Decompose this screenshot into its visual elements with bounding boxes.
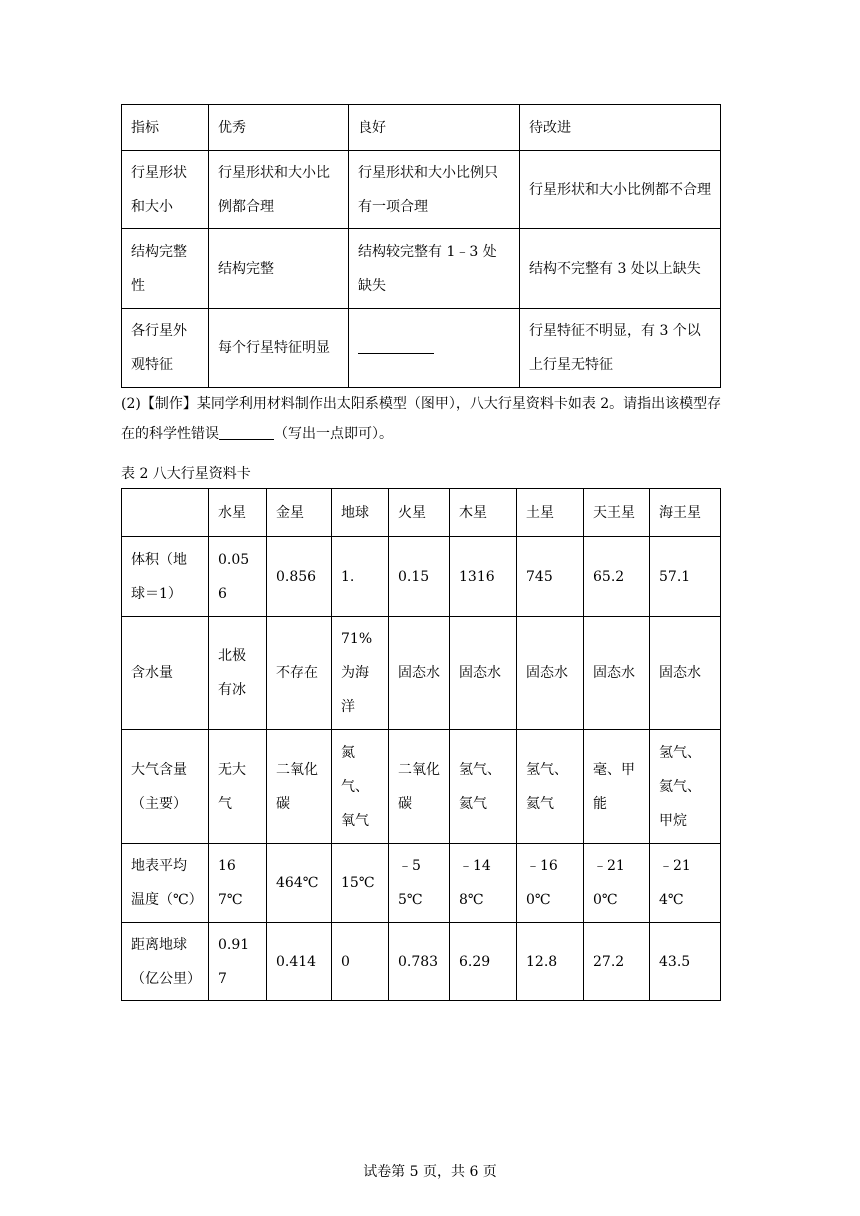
table-cell: 结构较完整有 1﹣3 处缺失 bbox=[349, 229, 520, 309]
table-cell: 北极有冰 bbox=[209, 617, 267, 730]
table-cell: 行星形状和大小比例只有一项合理 bbox=[349, 151, 520, 229]
table-cell: 15℃ bbox=[332, 844, 389, 923]
table-cell: 0.056 bbox=[209, 537, 267, 617]
table-row bbox=[122, 151, 721, 229]
header-cell: 地球 bbox=[332, 489, 389, 537]
page-footer: 试卷第 5 页，共 6 页 bbox=[363, 1164, 497, 1180]
table-cell: ﹣214℃ bbox=[650, 844, 721, 923]
table-cell: 167℃ bbox=[209, 844, 267, 923]
header-cell: 良好 bbox=[349, 105, 520, 151]
table-cell: ﹣148℃ bbox=[450, 844, 517, 923]
table-cell: 0.783 bbox=[389, 923, 450, 1001]
table-cell: 氢气、氦气、甲烷 bbox=[650, 730, 721, 844]
table-cell: 固态水 bbox=[650, 617, 721, 730]
question-text bbox=[121, 389, 731, 449]
table-cell: 71%为海洋 bbox=[332, 617, 389, 730]
header-cell bbox=[122, 489, 209, 537]
header-cell: 水星 bbox=[209, 489, 267, 537]
header-cell: 火星 bbox=[389, 489, 450, 537]
table-cell: 固态水 bbox=[584, 617, 650, 730]
table-cell: 0 bbox=[332, 923, 389, 1001]
table-cell: 体积（地球＝1） bbox=[122, 537, 209, 617]
table-cell: 结构完整性 bbox=[122, 229, 209, 309]
question-prefix: (2)【制作】某同学利用材料制作出太阳系模型（图甲），八大行星资料卡如表 2。请指出该模型存在的科学性错误 bbox=[121, 396, 722, 442]
table-cell: 无大气 bbox=[209, 730, 267, 844]
table-cell: 行星特征不明显，有 3 个以上行星无特征 bbox=[520, 309, 721, 388]
table-cell: 地表平均温度（℃） bbox=[122, 844, 209, 923]
table-cell: 二氧化碳 bbox=[389, 730, 450, 844]
table-header-row bbox=[122, 105, 721, 151]
table-row bbox=[122, 923, 721, 1001]
table-cell: 每个行星特征明显 bbox=[209, 309, 349, 388]
header-cell: 天王星 bbox=[584, 489, 650, 537]
table-cell: 行星形状和大小比例都合理 bbox=[209, 151, 349, 229]
table-cell: 各行星外观特征 bbox=[122, 309, 209, 388]
table-cell: 固态水 bbox=[389, 617, 450, 730]
table-header-row bbox=[122, 489, 721, 537]
evaluation-table bbox=[121, 104, 721, 388]
table-row bbox=[122, 730, 721, 844]
table-cell: 0.917 bbox=[209, 923, 267, 1001]
answer-blank bbox=[358, 339, 434, 354]
table-row bbox=[122, 844, 721, 923]
table-cell: ﹣210℃ bbox=[584, 844, 650, 923]
table-cell: 固态水 bbox=[517, 617, 584, 730]
table-cell: 65.2 bbox=[584, 537, 650, 617]
table-cell: 1. bbox=[332, 537, 389, 617]
header-cell: 海王星 bbox=[650, 489, 721, 537]
header-cell: 优秀 bbox=[209, 105, 349, 151]
table-cell: 结构不完整有 3 处以上缺失 bbox=[520, 229, 721, 309]
table-cell: 0.414 bbox=[267, 923, 332, 1001]
table-cell: ﹣160℃ bbox=[517, 844, 584, 923]
table-cell: 氮气、氧气 bbox=[332, 730, 389, 844]
table-cell: 行星形状和大小 bbox=[122, 151, 209, 229]
table-cell: 43.5 bbox=[650, 923, 721, 1001]
table-cell: 57.1 bbox=[650, 537, 721, 617]
header-cell: 木星 bbox=[450, 489, 517, 537]
question-suffix: （写出一点即可）。 bbox=[274, 426, 393, 442]
table-cell: 氢气、氦气 bbox=[450, 730, 517, 844]
table-cell: 6.29 bbox=[450, 923, 517, 1001]
header-cell: 指标 bbox=[122, 105, 209, 151]
table-cell: 毫、甲能 bbox=[584, 730, 650, 844]
table-cell: 745 bbox=[517, 537, 584, 617]
table-cell: 二氧化碳 bbox=[267, 730, 332, 844]
table-cell: 含水量 bbox=[122, 617, 209, 730]
table-cell: 27.2 bbox=[584, 923, 650, 1001]
table-cell: 行星形状和大小比例都不合理 bbox=[520, 151, 721, 229]
table-row bbox=[122, 617, 721, 730]
table-row bbox=[122, 229, 721, 309]
header-cell: 待改进 bbox=[520, 105, 721, 151]
table-caption: 表 2 八大行星资料卡 bbox=[121, 466, 251, 482]
planet-data-table bbox=[121, 488, 721, 1001]
table-cell: 1316 bbox=[450, 537, 517, 617]
table-cell: 0.856 bbox=[267, 537, 332, 617]
table-cell: 结构完整 bbox=[209, 229, 349, 309]
table-cell: 大气含量（主要） bbox=[122, 730, 209, 844]
table-cell: ﹣55℃ bbox=[389, 844, 450, 923]
answer-blank bbox=[219, 425, 274, 440]
table-cell: 464℃ bbox=[267, 844, 332, 923]
table-row bbox=[122, 309, 721, 388]
header-cell: 土星 bbox=[517, 489, 584, 537]
table-cell: 0.15 bbox=[389, 537, 450, 617]
table-cell: 不存在 bbox=[267, 617, 332, 730]
table-cell: 12.8 bbox=[517, 923, 584, 1001]
answer-blank-cell bbox=[349, 309, 520, 388]
table-row bbox=[122, 537, 721, 617]
table-cell: 氢气、氦气 bbox=[517, 730, 584, 844]
header-cell: 金星 bbox=[267, 489, 332, 537]
table-cell: 距离地球（亿公里） bbox=[122, 923, 209, 1001]
table-cell: 固态水 bbox=[450, 617, 517, 730]
